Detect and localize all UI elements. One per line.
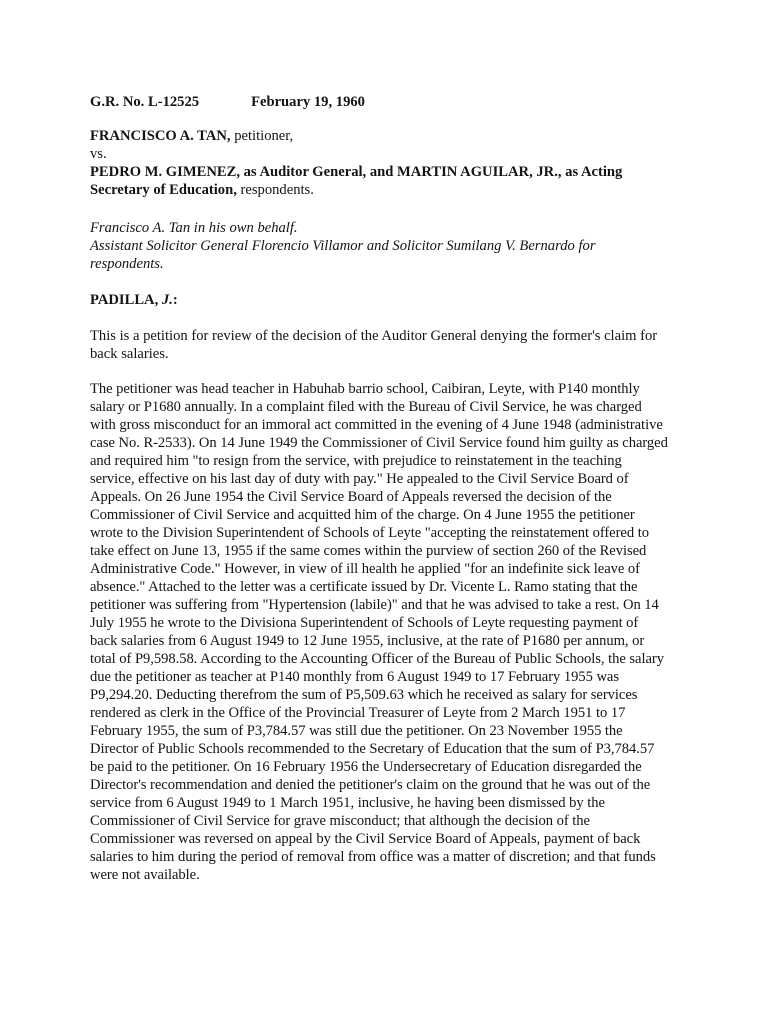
- ponente-line: [90, 291, 178, 309]
- ponente-suffix: :: [172, 292, 178, 308]
- body-paragraph-1: This is a petition for review of the decision of the Auditor General denying the former's claim for back salaries.: [90, 328, 658, 362]
- respondents-names: PEDRO M. GIMENEZ, as Auditor General, and MARTIN AGUILAR, JR., as Acting Secretary of Education,: [90, 164, 623, 198]
- parties-block: [90, 127, 670, 199]
- case-header: [90, 93, 365, 111]
- petitioner-counsel: Francisco A. Tan in his own behalf.: [90, 220, 298, 236]
- ponente-title: J.: [158, 292, 173, 308]
- respondents-counsel: Assistant Solicitor General Florencio Villamor and Solicitor Sumilang V. Bernardo for respondents.: [90, 238, 596, 272]
- petitioner-role: petitioner,: [230, 128, 294, 144]
- body-paragraph-2: The petitioner was head teacher in Habuhab barrio school, Caibiran, Leyte, with P140 monthly salary or P1680 annually. In a complaint filed with the Bureau of Civil Service, he was charged with gross misconduct for an immoral act committed in the evening of 4 June 1948 (administrative case No. R-2533). On 14 June 1949 the Commissioner of Civil Service found him guilty as charged and required him "to resign from the service, with prejudice to reinstatement in the teaching service, effective on his last day of duty with pay." He appealed to the Civil Service Board of Appeals. On 26 June 1954 the Civil Service Board of Appeals reversed the decision of the Commissioner of Civil Service and acquitted him of the charge. On 4 June 1955 the petitioner wrote to the Division Superintendent of Schools of Leyte "accepting the reinstatement offered to take effect on June 13, 1955 if the same comes within the purview of section 260 of the Revised Administrative Code." However, in view of ill health he applied "for an indefinite sick leave of absence." Attached to the letter was a certificate issued by Dr. Vicente L. Ramo stating that the petitioner was suffering from "Hypertension (labile)" and that he was advised to take a rest. On 14 July 1955 he wrote to the Divisiona Superintendent of Schools of Leyte requesting payment of back salaries from 6 August 1949 to 12 June 1955, inclusive, at the rate of P1680 per annum, or total of P9,598.58. According to the Accounting Officer of the Bureau of Public Schools, the salary due the petitioner as teacher at P140 monthly from 6 August 1949 to 17 February 1955 was P9,294.20. Deducting therefrom the sum of P5,509.63 which he received as salary for services rendered as clerk in the Office of the Provincial Treasurer of Leyte from 2 March 1951 to 17 February 1955, the sum of P3,784.57 was still due the petitioner. On 23 November 1955 the Director of Public Schools recommended to the Secretary of Education that the sum of P3,784.57 be paid to the petitioner. On 16 February 1956 the Undersecretary of Education disregarded the Director's recommendation and denied the petitioner's claim on the ground that he was out of the service from 6 August 1949 to 1 March 1951, inclusive, he having been dismissed by the Commissioner of Civil Service for grave misconduct; that although the decision of the Commissioner was reversed on appeal by the Civil Service Board of Appeals, payment of back salaries to him during the period of removal from office was a matter of discretion; and that funds were not available.: [90, 381, 668, 883]
- respondents-line: [90, 163, 670, 199]
- gr-number: G.R. No. L-12525: [90, 94, 200, 110]
- versus-line: vs.: [90, 146, 107, 162]
- petitioner-line: [90, 127, 670, 145]
- decision-date: February 19, 1960: [251, 94, 365, 110]
- counsel-block: [90, 219, 650, 273]
- ponente-name: PADILLA,: [90, 292, 159, 308]
- respondents-role: respondents.: [236, 182, 314, 198]
- petitioner-name: FRANCISCO A. TAN,: [90, 128, 231, 144]
